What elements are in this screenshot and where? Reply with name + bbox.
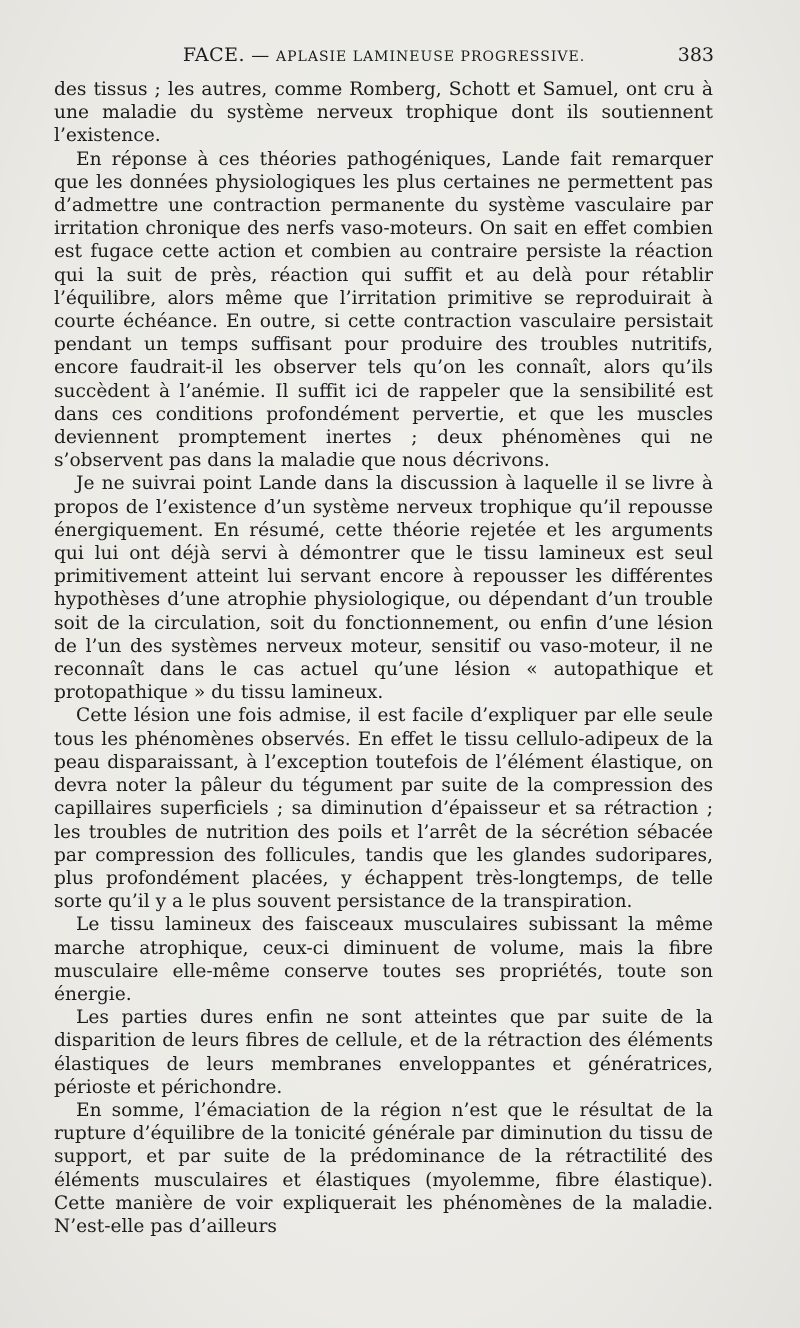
paragraph: En somme, l’émaciation de la région n’est que le résultat de la rupture d’équilibre de la tonicité générale par diminution du tissu de support, et par suite de la prédominance de la rétractilité des éléments musculaires et élastiques (myolemme, fibre élastique). Cette manière de voir expliquerait les phénomènes de la maladie. N’est-elle pas d’ailleurs (54, 1099, 713, 1237)
body-text (54, 78, 713, 1238)
paragraph: Le tissu lamineux des faisceaux musculaires subissant la même marche atrophique, ceux-ci diminuent de volume, mais la fibre musculaire elle-même conserve toutes ses propriétés, toute son énergie. (54, 914, 713, 1005)
section-name: FACE. (182, 44, 246, 66)
running-title-text: APLASIE LAMINEUSE PROGRESSIVE. (276, 49, 586, 65)
paragraph: En réponse à ces théories pathogéniques, Lande fait remarquer que les données physiologiques les plus certaines ne permettent pas d’admettre une contraction permanente du système vasculaire par irritation chronique des nerfs vaso-moteurs. On sait en effet combien est fugace cette action et combien au contraire persiste la réaction qui la suit de près, réaction qui suffit et au delà pour rétablir l’équilibre, alors même que l’irritation primitive se reproduirait à courte échéance. En outre, si cette contraction vasculaire persistait pendant un temps suffisant pour produire des troubles nutritifs, encore faudrait-il les observer tels qu’on les connaît, alors qu’ils succèdent à l’anémie. Il suffit ici de rappeler que la sensibilité est dans ces conditions profondément pervertie, et que les muscles deviennent promptement inertes ; deux phénomènes qui ne s’observent pas dans la maladie que nous décrivons. (54, 148, 713, 472)
paragraph: des tissus ; les autres, comme Romberg, Schott et Samuel, ont cru à une maladie du système nerveux trophique dont ils soutiennent l’existence. (54, 79, 713, 147)
page-number: 383 (677, 44, 714, 66)
running-header (54, 44, 714, 74)
running-title (54, 44, 714, 66)
paragraph: Cette lésion une fois admise, il est facile d’expliquer par elle seule tous les phénomènes observés. En effet le tissu cellulo-adipeux de la peau disparaissant, à l’exception toutefois de l’élément élastique, on devra noter la pâleur du tégument par suite de la compression des capillaires superficiels ; sa diminution d’épaisseur et sa rétraction ; les troubles de nutrition des poils et l’arrêt de la sécrétion sébacée par compression des follicules, tandis que les glandes sudoripares, plus profondément placées, y échappent très-longtemps, de telle sorte qu’il y a le plus souvent persistance de la transpiration. (54, 705, 713, 913)
paragraph: Je ne suivrai point Lande dans la discussion à laquelle il se livre à propos de l’existence d’un système nerveux trophique qu’il repousse énergiquement. En résumé, cette théorie rejetée et les arguments qui lui ont déjà servi à démontrer que le tissu lamineux est seul primitivement atteint lui servant encore à repousser les différentes hypothèses d’une atrophie physiologique, ou dépendant d’un trouble soit de la circulation, soit du fonctionnement, ou enfin d’une lésion de l’un des systèmes nerveux moteur, sensitif ou vaso-moteur, il ne reconnaît dans le cas actuel qu’une lésion « autopathique et protopathique » du tissu lamineux. (54, 473, 713, 704)
header-dash: — (251, 45, 270, 66)
paragraph: Les parties dures enfin ne sont atteintes que par suite de la disparition de leurs fibres de cellule, et de la rétraction des éléments élastiques de leurs membranes enveloppantes et génératrices, périoste et périchondre. (54, 1007, 713, 1098)
